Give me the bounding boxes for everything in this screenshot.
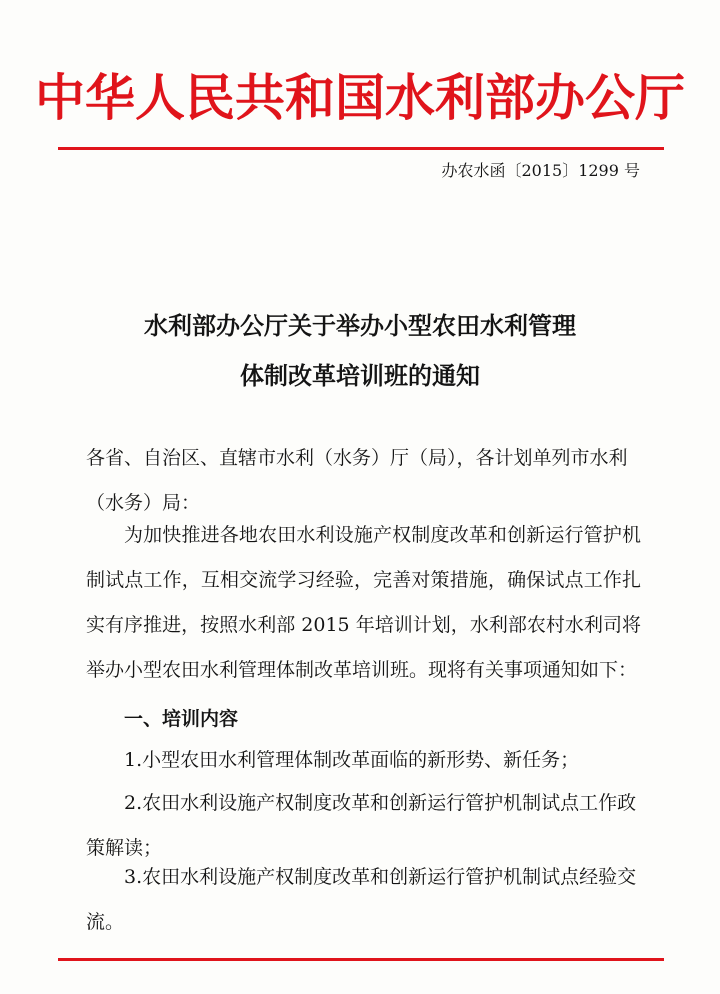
- section-heading-training-content: 一、培训内容: [124, 708, 239, 730]
- list-item: 2.农田水利设施产权制度改革和创新运行管护机制试点工作政策解读；: [86, 792, 637, 859]
- notice-title-line-2: 体制改革培训班的通知: [240, 361, 480, 390]
- header-red-rule: [58, 147, 664, 150]
- addressee: 各省、自治区、直辖市水利（水务）厅（局），各计划单列市水利（水务）局：: [86, 447, 628, 514]
- notice-title-line-1: 水利部办公厅关于举办小型农田水利管理: [144, 311, 576, 340]
- footer-red-rule: [58, 958, 664, 961]
- list-item: 3.农田水利设施产权制度改革和创新运行管护机制试点经验交流。: [86, 866, 637, 933]
- list-item: 1.小型农田水利管理体制改革面临的新形势、新任务；: [124, 749, 580, 771]
- agency-header-title: 中华人民共和国水利部办公厅: [35, 68, 685, 127]
- document-number: 办农水函〔2015〕1299 号: [441, 161, 640, 180]
- intro-paragraph: 为加快推进各地农田水利设施产权制度改革和创新运行管护机制试点工作，互相交流学习经验，完善对策措施，确保试点工作扎实有序推进，按照水利部 2015 年培训计划，水利部农村水利司将举办小型农田水利管理体制改革培训班。现将有关事项通知如下：: [86, 524, 641, 681]
